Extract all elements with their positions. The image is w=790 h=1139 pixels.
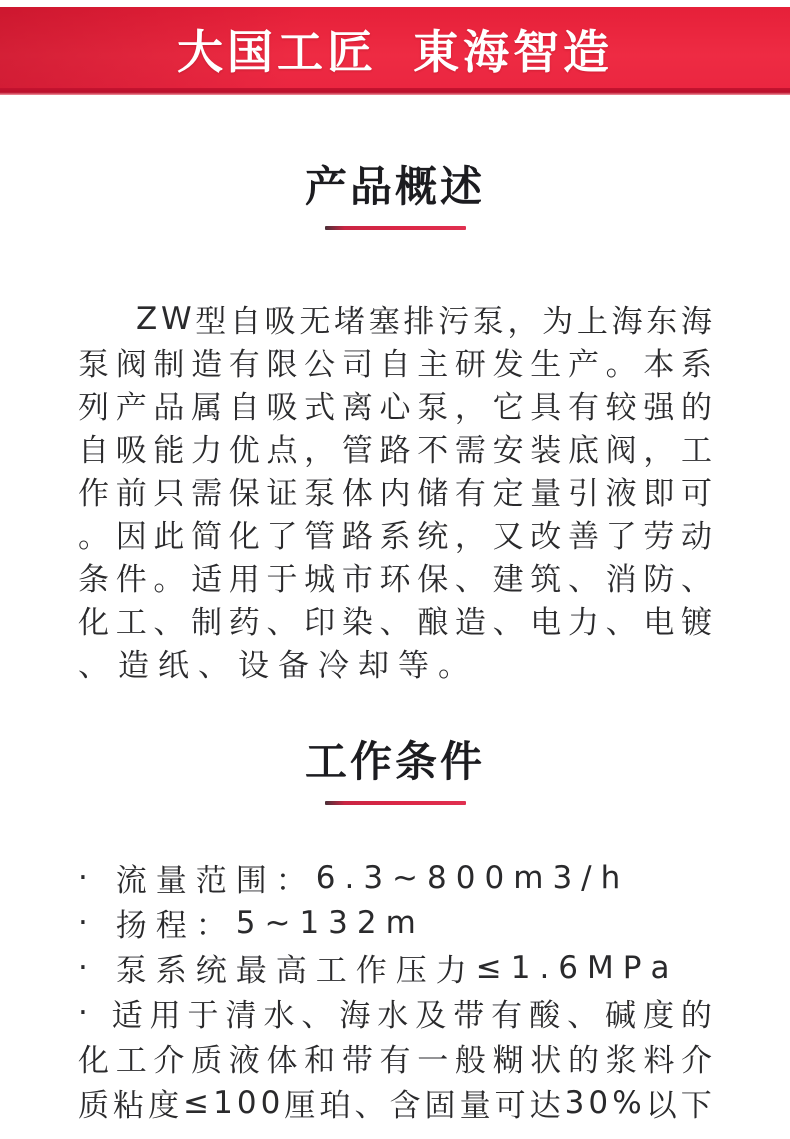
text-line: · 扬 程 ： 5 ~ 1 3 2 m xyxy=(78,904,416,944)
text-line: 泵 阀 制 造 有 限 公 司 自 主 研 发 生 产 。 本 系 xyxy=(78,347,712,383)
overview-heading: 产品概述 xyxy=(304,162,485,211)
text-line: · 流 量 范 围 ： 6 . 3 ~ 8 0 0 m 3 / h xyxy=(78,859,621,899)
heading-underline xyxy=(325,226,466,230)
text-line: · 泵 系 统 最 高 工 作 压 力 ≤ 1 . 6 M P a xyxy=(78,949,670,989)
text-line: 。 因 此 简 化 了 管 路 系 统 ， 又 改 善 了 劳 动 xyxy=(78,519,712,555)
working-conditions-heading: 工作条件 xyxy=(304,737,485,786)
text-line: · 适 用 于 清 水 、 海 水 及 带 有 酸 、 碱 度 的 xyxy=(78,994,712,1034)
text-line: 化 工 、 制 药 、 印 染 、 酿 造 、 电 力 、 电 镀 xyxy=(78,605,712,641)
brand-banner-title: 大国工匠 東海智造 xyxy=(176,25,613,79)
brand-banner xyxy=(0,7,790,95)
text-line: 化 工 介 质 液 体 和 带 有 一 般 糊 状 的 浆 料 介 xyxy=(78,1043,712,1079)
text-line: 、 造 纸 、 设 备 冷 却 等 。 xyxy=(78,648,469,684)
heading-underline xyxy=(325,801,466,805)
text-line: 条 件 。 适 用 于 城 市 环 保 、 建 筑 、 消 防 、 xyxy=(78,562,712,598)
text-line: 作 前 只 需 保 证 泵 体 内 储 有 定 量 引 液 即 可 xyxy=(78,476,712,512)
text-line: 列 产 品 属 自 吸 式 离 心 泵 ， 它 具 有 较 强 的 xyxy=(78,390,712,426)
section-working-conditions xyxy=(0,736,790,1125)
overview-paragraph xyxy=(78,297,712,684)
top-margin xyxy=(0,0,790,7)
working-conditions-list xyxy=(78,855,712,1125)
text-line: Z W 型 自 吸 无 堵 塞 排 污 泵 ， 为 上 海 东 海 xyxy=(136,300,712,340)
text-line: 质 粘 度 ≤ 1 0 0 厘 珀 、 含 固 量 可 达 3 0 % 以 下 xyxy=(78,1084,712,1124)
section-overview xyxy=(0,161,790,684)
text-line: 自 吸 能 力 优 点 ， 管 路 不 需 安 装 底 阀 ， 工 xyxy=(78,433,712,469)
